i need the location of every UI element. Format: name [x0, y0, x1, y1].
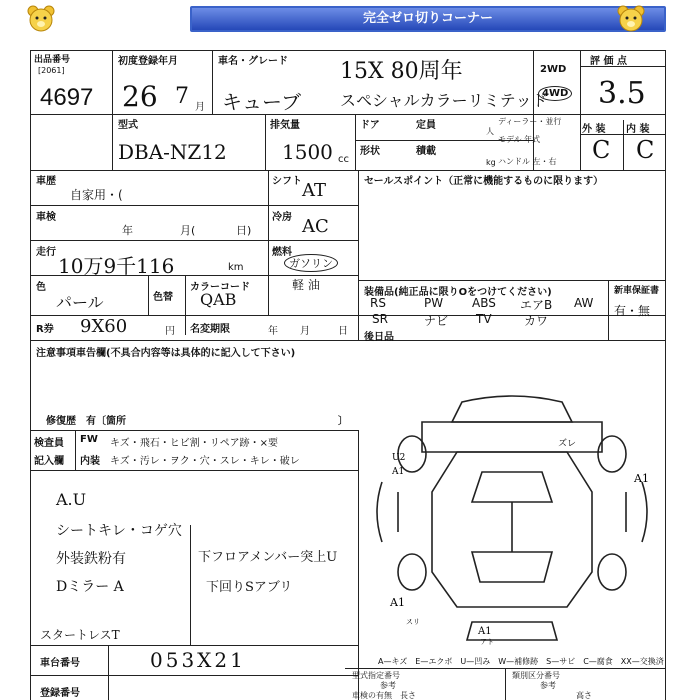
recycle-label: R券 — [36, 324, 54, 335]
inspector-row2: キズ・汚レ・ヲク・穴・スレ・キレ・破レ — [110, 456, 300, 467]
model-value: DBA-NZ12 — [118, 140, 227, 164]
mileage-label: 走行 — [36, 247, 56, 258]
footer-length: 長さ — [400, 691, 416, 700]
hand-note-5: スタートレスT — [40, 628, 120, 642]
km-unit: km — [228, 262, 244, 273]
color-value: パール — [56, 293, 104, 312]
inspection-label: 車検 — [36, 212, 56, 223]
shift-value: AT — [302, 180, 327, 201]
reg-month: 7 — [175, 84, 189, 109]
reg-year: 26 — [122, 80, 158, 113]
fuel-label: 燃料 — [272, 247, 292, 258]
car-name: キューブ — [222, 90, 301, 114]
cc-unit: cc — [338, 154, 349, 165]
hand-note-2: シートキレ・コゲ穴 — [56, 523, 182, 539]
fuel-diesel: 軽 油 — [292, 278, 320, 292]
mileage-value: 10万9千116 — [58, 254, 175, 278]
warranty-label: 新車保証書 — [614, 286, 660, 296]
mark-a1-bottom: A1 — [390, 596, 405, 609]
yen-unit: 円 — [165, 326, 175, 337]
hand-note-1: A.U — [56, 490, 87, 509]
color-label: 色 — [36, 282, 46, 293]
recycle-value: 9X60 — [80, 316, 128, 337]
fw-label: FW — [80, 434, 98, 445]
capacity-label: 定員 — [416, 120, 436, 131]
displacement-value: 1500 — [282, 140, 333, 164]
car-name-label: 車名・グレード — [218, 56, 288, 67]
person-unit: 人 — [486, 127, 494, 136]
drive-4wd: 4WD — [538, 86, 572, 101]
banner-title: 完全ゼロ切りコーナー — [190, 6, 666, 32]
footer-type-no: 型式指定番号 — [352, 671, 400, 680]
insp-day: 日) — [236, 224, 252, 237]
equip-sr: SR — [372, 312, 388, 326]
equip-tv: TV — [476, 312, 492, 326]
equip-leather: カワ — [524, 314, 549, 328]
exterior-grade: C — [592, 136, 611, 164]
displacement-label: 排気量 — [270, 120, 300, 131]
mark-a1-rear: A1 — [478, 626, 492, 637]
mark-a1-left: A1 — [392, 467, 405, 477]
mark-zure: ズレ — [558, 439, 577, 449]
inspector-label2: 記入欄 — [34, 456, 64, 467]
equip-airbag: エアB — [520, 298, 553, 312]
model-label: 型式 — [118, 120, 138, 131]
handle-label: ハンドル 左・右 — [498, 157, 557, 166]
door-label: ドア — [360, 120, 380, 131]
grade-line1: 15X 80周年 — [340, 59, 463, 84]
dealer-label: ディーラー・並行 — [498, 117, 562, 126]
equip-navi: ナビ — [424, 314, 449, 328]
kg-unit: kg — [486, 158, 496, 167]
reg-date-label: 初度登録年月 — [118, 56, 178, 67]
footer-inspection: 車検の有無 — [352, 691, 392, 700]
notes-label: 注意事項車告欄(不具合内容等は具体的に記入して下さい) — [36, 348, 296, 359]
footer-class-no: 類別区分番号 — [512, 671, 560, 680]
shape-label: 形状 — [360, 146, 380, 157]
registration-label: 登録番号 — [40, 688, 80, 699]
grade-line2: スペシャルカラーリミテッド — [340, 91, 548, 110]
chassis-value: 053X21 — [150, 648, 246, 672]
interior-grade: C — [636, 136, 655, 164]
hand-note-right-1: 下フロアメンバー突上U — [198, 550, 338, 565]
inspector-row1: キズ・飛石・ヒビ割・リペア跡・×要 — [110, 438, 278, 449]
hand-note-4: Dミラー A — [56, 579, 124, 595]
name-change-label: 名変期限 — [190, 324, 230, 335]
nc-year: 年 — [268, 326, 278, 337]
fuel-gasoline: ガソリン — [284, 254, 338, 272]
history-value: 自家用・( — [70, 188, 123, 202]
drive-2wd: 2WD — [540, 64, 567, 75]
reg-month-unit: 月 — [195, 102, 205, 113]
mark-u2: U2 — [392, 453, 406, 463]
chassis-label: 車台番号 — [40, 658, 80, 669]
nc-month: 月 — [300, 326, 310, 337]
footer-ref1: 参考 — [380, 681, 396, 690]
car-damage-diagram — [362, 382, 662, 652]
model-year-label: モデル 年式 — [498, 135, 541, 144]
naisou-label: 内装 — [80, 456, 100, 467]
repair-bracket: 〕 — [338, 416, 348, 427]
color-code-label: カラーコード — [190, 282, 250, 293]
load-label: 積載 — [416, 146, 436, 157]
lot-sub: [2061] — [38, 66, 65, 75]
footer-ref2: 参考 — [540, 681, 556, 690]
damage-legend: A—キズ E—エクボ U—凹み W—補修跡 S—サビ C—腐食 XX—交換済 — [378, 657, 664, 666]
color-code-value: QAB — [200, 290, 237, 309]
equip-pw: PW — [424, 296, 444, 310]
equip-aw: AW — [574, 296, 594, 310]
interior-label: 内 装 — [626, 124, 650, 135]
lot-label: 出品番号 — [34, 55, 71, 65]
shift-label: シフト — [272, 176, 302, 187]
equip-abs: ABS — [472, 296, 496, 310]
exterior-label: 外 装 — [582, 124, 606, 135]
mark-a1-right: A1 — [634, 472, 649, 485]
bear-logo-icon — [26, 4, 56, 34]
insp-year: 年 — [122, 224, 133, 237]
hand-note-right-2: 下回りSアブリ — [206, 580, 293, 595]
score-label: 評 価 点 — [590, 56, 627, 67]
bear-logo-icon — [616, 4, 646, 34]
equipment-label: 装備品(純正品に限りΟをつけてください) — [364, 287, 552, 298]
inspector-label: 検査員 — [34, 438, 64, 449]
ac-value: AC — [302, 216, 329, 237]
nc-day: 日 — [338, 326, 348, 337]
hand-note-3: 外装鉄粉有 — [56, 551, 126, 567]
history-label: 車歴 — [36, 176, 56, 187]
repair-label: 修復歴 有〔箇所 — [46, 416, 126, 427]
score-value: 3.5 — [598, 76, 646, 111]
footer-height: 高さ — [576, 691, 592, 700]
repaint-label: 色替 — [153, 292, 173, 303]
warranty-value: 有・無 — [614, 304, 651, 318]
equip-rs: RS — [370, 296, 386, 310]
mark-ato: アト — [480, 638, 494, 646]
mark-suri: スリ — [406, 618, 420, 626]
ac-label: 冷房 — [272, 212, 292, 223]
post-label: 後日品 — [364, 332, 394, 343]
sales-point-label: セールスポイント（正常に機能するものに限ります） — [364, 176, 604, 187]
insp-month: 月( — [180, 224, 196, 237]
lot-number: 4697 — [40, 84, 94, 111]
